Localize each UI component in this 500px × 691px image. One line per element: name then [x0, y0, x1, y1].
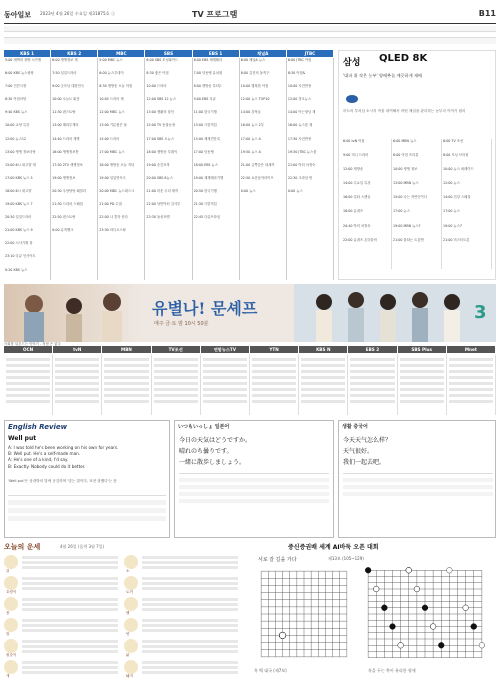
- program-entry: 21:00 KBS 뉴스 9: [5, 228, 33, 233]
- ad-body: 마트의 부처님 소시지 작물 대여해서 어떤 채널을 관리하는 농부의 이야기 원리: [343, 109, 466, 113]
- english-review-box: [4, 420, 170, 538]
- baduk-board-2: [360, 564, 490, 664]
- channel-header: SBS Plus: [398, 346, 446, 353]
- page-header: [4, 8, 496, 24]
- program-entry: 13:00 기분좋은 날: [99, 123, 127, 128]
- japanese-title: いつもいっしょ 일본어: [178, 424, 230, 430]
- japanese-line: 一緒に散歩しましょう。: [179, 459, 246, 466]
- channel-column: [447, 355, 496, 415]
- baduk-caption: 흑 백 대국 (제7보): [254, 668, 287, 673]
- zodiac-label: 쥐: [6, 569, 10, 573]
- program-entry: 17:00 SBS 오뉴스: [146, 136, 174, 141]
- english-extra: [8, 495, 166, 531]
- program-entry: 6:00 뉴스투데이: [99, 71, 124, 76]
- channel-header: JTBC: [287, 50, 333, 57]
- program-entry: 6:00 KBS 뉴스광장: [5, 71, 34, 76]
- zodiac-animal-icon: [4, 660, 18, 674]
- program-entry: 9:00 EBS 다큐: [193, 97, 216, 102]
- fortune-date: 4월 26일 (음력 3월 7일): [60, 544, 105, 549]
- channel-column: [51, 58, 98, 280]
- program-entry: 10:00 행복한 아침: [240, 84, 269, 89]
- page-number: B11: [478, 9, 496, 18]
- channel-column: [398, 355, 447, 415]
- zodiac-label: 닭: [126, 653, 130, 657]
- channel-header: Mnet: [447, 346, 495, 353]
- program-entry: 23:10 다큐 인사이트: [5, 254, 36, 259]
- issue-date: 2023년 4월 26일 수요일 제31875호 ⓘ: [40, 11, 116, 16]
- program-entry: 17:00 딩동댕: [193, 149, 214, 154]
- program-entry: 20:40 닥터 차정숙: [343, 223, 371, 228]
- program-entry: 21:30 극한직업: [193, 202, 217, 207]
- channel-header: YTN: [250, 346, 298, 353]
- program-entry: 23:30 라디오스타: [99, 228, 126, 233]
- zodiac-animal-icon: [4, 576, 18, 590]
- channel-header: MBN: [102, 346, 150, 353]
- english-line: B: Well put. He's a self-made man.: [8, 451, 81, 457]
- program-entry: 17:50 2TV 생생정보: [52, 162, 83, 167]
- daily-fortune: [4, 542, 244, 687]
- zodiac-label: 토끼: [126, 590, 133, 594]
- zodiac-item: [4, 575, 122, 595]
- zodiac-animal-icon: [124, 639, 138, 653]
- program-entry: 20:00 MBC 뉴스데스크: [99, 188, 135, 193]
- channel-column: [4, 58, 51, 280]
- zodiac-label: 원숭이: [6, 653, 17, 657]
- right-schedule: [343, 139, 493, 269]
- program-entry: 16:00 일타 스캔들: [343, 195, 371, 200]
- program-entry: 8:30 아침마당: [5, 97, 27, 102]
- program-entry: 20:30 우당탕탕 패밀리: [52, 188, 87, 193]
- zodiac-item: [124, 659, 242, 679]
- program-entry: 0:00 뉴스: [240, 188, 256, 193]
- zodiac-label: 호랑이: [6, 590, 17, 594]
- program-entry: 17:00 MBC 뉴스: [99, 149, 125, 154]
- program-entry: 12:00 뉴스12: [5, 136, 27, 141]
- program-entry: 6:00 생생정보 재: [52, 58, 78, 62]
- ad-logo-icon: [345, 89, 359, 99]
- banner-caption: 사회를 뒤흔드는 이야기 - 정답 은 없다: [4, 342, 61, 346]
- banner-title: 유별나! 문셰프: [152, 299, 258, 318]
- zodiac-animal-icon: [124, 660, 138, 674]
- program-entry: 11:30 편스토랑: [52, 110, 76, 115]
- program-entry: 22:45 다큐프라임: [193, 215, 221, 220]
- japanese-line: 今日の天気はどうですか。: [179, 437, 252, 444]
- chinese-notes: [343, 473, 493, 533]
- english-dialogue: [8, 445, 166, 470]
- program-entry: 18:00 6시 내고향: [5, 188, 32, 193]
- zodiac-label: 뱀: [126, 611, 130, 615]
- program-entry: 10:00 오늘도 맑음: [52, 97, 80, 102]
- program-entry: 21:00 미스터트롯: [443, 237, 470, 242]
- program-entry: 12:00 재방송: [343, 167, 364, 172]
- program-entry: 18:00 생방송 오늘 저녁: [99, 162, 135, 167]
- program-entry: 23:30 돌싱포맨: [146, 215, 170, 220]
- english-note: 'Well put'은 상대방의 말에 공감하며 '맞는 말이다, 표현 잘했다'는 뜻: [8, 479, 117, 483]
- channel-column: [102, 355, 151, 415]
- channel-header: KBS N: [299, 346, 347, 353]
- english-line: A: He's one of a kind, I'd say.: [8, 457, 69, 463]
- channel-column: [152, 355, 201, 415]
- program-entry: 6:00 SBS 모닝와이드: [146, 58, 179, 62]
- program-entry: 15:00 세계견문록: [193, 136, 221, 141]
- chinese-box: [338, 420, 496, 538]
- zodiac-item: [4, 617, 122, 637]
- program-entry: 20:30 일일드라마: [5, 215, 32, 220]
- program-entry: 15:00 TV 동물농장: [146, 123, 176, 128]
- right-channel-column: [393, 139, 442, 269]
- zodiac-animal-icon: [124, 597, 138, 611]
- baduk-footer: 흑을 두는 쪽이 유리한 형세: [368, 668, 416, 673]
- program-entry: 0:20 KBS 뉴스: [5, 267, 28, 272]
- program-entry: 7:50 일일드라마: [52, 71, 77, 76]
- zodiac-item: [124, 617, 242, 637]
- zodiac-label: 소: [126, 569, 130, 573]
- channel-header: MBC: [98, 50, 144, 57]
- zodiac-item: [4, 554, 122, 574]
- program-entry: 10:05 드라마 재: [99, 97, 124, 102]
- chinese-line: 我们一起去吧。: [343, 459, 386, 466]
- tv-schedule-bottom: [4, 346, 496, 416]
- program-entry: 6:00 MBN 뉴스: [393, 139, 417, 143]
- program-entry: 12:00 SBS 12 뉴스: [146, 97, 177, 102]
- zodiac-animal-icon: [124, 576, 138, 590]
- banner-left-photo: [4, 284, 144, 342]
- japanese-lines: [179, 435, 329, 468]
- channel-header: 연합뉴스TV: [201, 346, 249, 353]
- program-entry: 22:00 낭만닥터 김사부: [146, 202, 181, 207]
- english-line: A: I was told he's been working on his own for years.: [8, 445, 119, 450]
- program-entry: 21:00 불타는 트롯맨: [393, 237, 424, 242]
- program-entry: 19:00 KBS 뉴스 7: [5, 202, 33, 207]
- zodiac-animal-icon: [4, 639, 18, 653]
- channel-header: KBS 2: [51, 50, 97, 57]
- program-entry: 13:00 극한직업: [193, 123, 217, 128]
- program-entry: 6:00 EBS 세계테마: [193, 58, 223, 62]
- drama-banner: [4, 284, 496, 342]
- program-entry: 7:00 인간극장: [5, 84, 27, 89]
- program-entry: 16:00 생생정보통: [52, 149, 79, 154]
- program-entry: 18:00 생방송 투데이: [146, 149, 178, 154]
- zodiac-animal-icon: [4, 597, 18, 611]
- publication-name: 동아일보: [4, 11, 32, 19]
- zodiac-animal-icon: [4, 618, 18, 632]
- chinese-line: 今天天气怎么样？: [343, 437, 392, 444]
- svg-text:3: 3: [474, 302, 487, 323]
- ad-product: QLED 8K: [379, 53, 428, 64]
- program-entry: 13:00 생생 정보마당: [5, 149, 36, 154]
- zodiac-item: [124, 638, 242, 658]
- zodiac-label: 개: [6, 674, 10, 678]
- program-entry: 21:00 닥터 차정숙: [287, 162, 316, 167]
- program-entry: 19:00 순간포착: [146, 162, 170, 167]
- samsung-ad: [338, 50, 496, 280]
- program-entry: 19:50 뉴스 A: [240, 149, 261, 154]
- program-entry: 14:00 수요일 특강: [343, 181, 371, 186]
- channel-column: [145, 58, 192, 280]
- channel-column: [193, 58, 240, 280]
- zodiac-animal-icon: [4, 555, 18, 569]
- program-entry: 21:00 미운 우리 새끼: [146, 188, 179, 193]
- channel-column: [4, 355, 53, 415]
- right-channel-column: [343, 139, 392, 269]
- channel-header: 채널A: [240, 50, 286, 57]
- program-entry: 17:00 KBS 뉴스 5: [5, 175, 33, 180]
- baduk-subtitle: 서로 갈 길을 가다: [258, 557, 297, 563]
- program-entry: 10:00 생생 정보: [393, 167, 418, 172]
- program-entry: 21:00 PD 수첩: [99, 202, 122, 207]
- program-entry: 9:00 미니 드라마: [343, 153, 369, 158]
- program-entry: 14:00 아는형님 재: [287, 110, 316, 115]
- zodiac-item: [124, 575, 242, 595]
- program-entry: 22:00 유퀴즈 온더블럭: [343, 237, 377, 242]
- program-entry: 21:30 드라마 스페셜: [52, 202, 83, 207]
- program-entry: 17:30 사건반장: [287, 136, 312, 141]
- program-entry: 15:00 6시 내고향 재: [5, 162, 36, 167]
- japanese-notes: [179, 473, 329, 533]
- program-entry: 6:00 채널A 뉴스: [240, 58, 266, 62]
- program-entry: 18:00 EBS 뉴스: [193, 162, 218, 167]
- program-entry: 16:00 뉴스 2부: [240, 123, 264, 128]
- program-entry: 19:00 일일연속극: [99, 175, 126, 180]
- zodiac-label: 용: [6, 611, 10, 615]
- tv-schedule-top: [4, 50, 334, 280]
- section-title: TV 프로그램: [192, 10, 238, 19]
- program-entry: 10:00 드라마: [146, 84, 167, 89]
- zodiac-item: [4, 659, 122, 679]
- program-entry: 0:00 뮤직뱅크: [52, 228, 74, 233]
- program-entry: 19:00 세계테마기행: [193, 175, 224, 180]
- channel-header: OCN: [4, 346, 52, 353]
- program-entry: 8:30 좋은 아침: [146, 71, 169, 76]
- program-entry: 19:00 뉴스7: [443, 223, 463, 228]
- program-entry: 8:00 모닝 브리핑: [443, 153, 469, 158]
- zodiac-item: [124, 596, 242, 616]
- program-entry: 10:00 교양 특강: [5, 123, 30, 128]
- fortune-title: 오늘의 운세: [4, 543, 41, 551]
- channel-header: TV조선: [152, 346, 200, 353]
- program-entry: 6:00 tvN 아침: [343, 139, 365, 143]
- program-entry: 13:00 MBN 뉴스: [393, 181, 419, 186]
- ad-brand: 삼성: [343, 58, 361, 68]
- program-entry: 20:50 한국기행: [193, 188, 217, 193]
- program-entry: 8:00 생방송 톡!톡!: [193, 84, 222, 89]
- zodiac-item: [4, 638, 122, 658]
- program-entry: 14:00 강적들: [240, 110, 261, 115]
- channel-column: [240, 58, 287, 280]
- japanese-box: [174, 420, 334, 538]
- program-entry: 9:40 KBS 뉴스: [5, 110, 28, 115]
- channel-header: tvN: [53, 346, 101, 353]
- program-entry: 19:00 MBN 뉴스7: [393, 223, 421, 228]
- english-title: English Review: [8, 423, 68, 431]
- program-entry: 13:00 해피투게더: [52, 123, 79, 128]
- program-entry: 15:00 나는 자연인이다: [393, 195, 427, 200]
- program-entry: 5:00 새벽의 창밖 시가생: [5, 58, 42, 62]
- chinese-line: 天气很好。: [343, 448, 374, 455]
- program-entry: 22:50 요즘남자라이프: [240, 175, 274, 180]
- program-entry: 6:00 JTBC 아침: [287, 58, 312, 62]
- channel-header: EBS 1: [193, 50, 239, 57]
- program-entry: 22:00 나 혼자 산다: [99, 215, 128, 220]
- program-entry: 6:00 TV 조선: [443, 139, 464, 143]
- zodiac-item: [4, 596, 122, 616]
- english-line: B: Exactly. Nobody could do it better.: [8, 463, 86, 469]
- banner-subtitle: 매주 금·토 밤 10시 50분: [154, 321, 209, 327]
- program-entry: 12:00 뉴스: [443, 181, 460, 186]
- program-entry: 20:00 SBS 8뉴스: [146, 175, 173, 180]
- program-entry: 18:00 유퀴즈: [343, 209, 364, 214]
- program-entry: 11:00 한국기행: [193, 110, 217, 115]
- channel-header: EBS 2: [348, 346, 396, 353]
- japanese-line: 晴れのち曇りです。: [179, 448, 233, 455]
- program-entry: 12:00 정오뉴스: [287, 97, 312, 102]
- zodiac-label: 말: [6, 632, 10, 636]
- program-entry: 8:00 아침 프리뷰: [393, 153, 419, 158]
- program-entry: 8:30 생방송 오늘 아침: [99, 84, 133, 89]
- baduk-column: [248, 542, 496, 687]
- program-entry: 8:00 김진의 돌직구: [240, 71, 270, 76]
- program-entry: 22:30 크라임 씬: [287, 175, 313, 180]
- program-entry: 13:00 생활의 달인: [146, 110, 174, 115]
- channel-column: [53, 355, 102, 415]
- channel-column: [287, 58, 334, 280]
- right-channel-column: [443, 139, 492, 269]
- chinese-lines: [343, 435, 493, 468]
- banner-right-photo: [294, 284, 496, 342]
- baduk-board-1: [254, 564, 354, 664]
- program-entry: 5:00 MBC 뉴스: [99, 58, 123, 62]
- program-entry: 15:00 드라마: [99, 136, 120, 141]
- program-entry: 0:00 뉴스: [287, 188, 303, 193]
- english-tag: Well put: [8, 435, 37, 442]
- program-entry: 10:00 사건반장: [287, 84, 312, 89]
- channel-column: [299, 355, 348, 415]
- program-entry: 9:00 굿모닝 대한민국: [52, 84, 84, 89]
- channel-guide-line: [4, 26, 496, 48]
- ad-headline: '대파 위 작은 농부' 양배추를 깨끗하게 재배: [343, 73, 423, 78]
- channel-column: [98, 58, 145, 280]
- program-entry: 17:00 뉴스: [443, 209, 460, 214]
- zodiac-label: 돼지: [126, 674, 133, 678]
- program-entry: 8:30 아침&: [287, 71, 306, 76]
- chinese-title: 생활 중국어: [342, 424, 368, 430]
- zodiac-item: [124, 554, 242, 574]
- baduk-title: 중신증권배 세계 AI바둑 오픈 대회: [288, 544, 379, 551]
- program-entry: 19:00 생생정보: [52, 175, 76, 180]
- zodiac-animal-icon: [124, 555, 138, 569]
- zodiac-animal-icon: [124, 618, 138, 632]
- program-entry: 12:00 MBC 뉴스: [99, 110, 125, 115]
- channel-header: KBS 1: [4, 50, 50, 57]
- channel-column: [201, 355, 250, 415]
- channel-header: SBS: [145, 50, 191, 57]
- program-entry: 17:00 뉴스 A: [240, 136, 261, 141]
- program-entry: 14:40 드라마 재방: [52, 136, 80, 141]
- program-entry: 19:30 JTBC 뉴스룸: [287, 149, 317, 154]
- baduk-move: 제13보 (105~129): [328, 556, 364, 561]
- channel-column: [348, 355, 397, 415]
- program-entry: 10:00 뉴스 퍼레이드: [443, 167, 474, 172]
- program-entry: 16:00 뉴스룸 재: [287, 123, 313, 128]
- program-entry: 22:00 시사기획 창: [5, 241, 33, 246]
- channel-column: [250, 355, 299, 415]
- program-entry: 14:00 건강 스페셜: [443, 195, 471, 200]
- program-entry: 7:00 딩동댕 유치원: [193, 71, 223, 76]
- program-entry: 12:00 뉴스 TOP10: [240, 97, 270, 102]
- program-entry: 17:00 뉴스: [393, 209, 410, 214]
- zodiac-label: 양: [126, 632, 130, 636]
- program-entry: 22:50 편스토랑: [52, 215, 76, 220]
- program-entry: 21:00 금쪽같은 내새끼: [240, 162, 275, 167]
- zodiac-list: [4, 554, 244, 686]
